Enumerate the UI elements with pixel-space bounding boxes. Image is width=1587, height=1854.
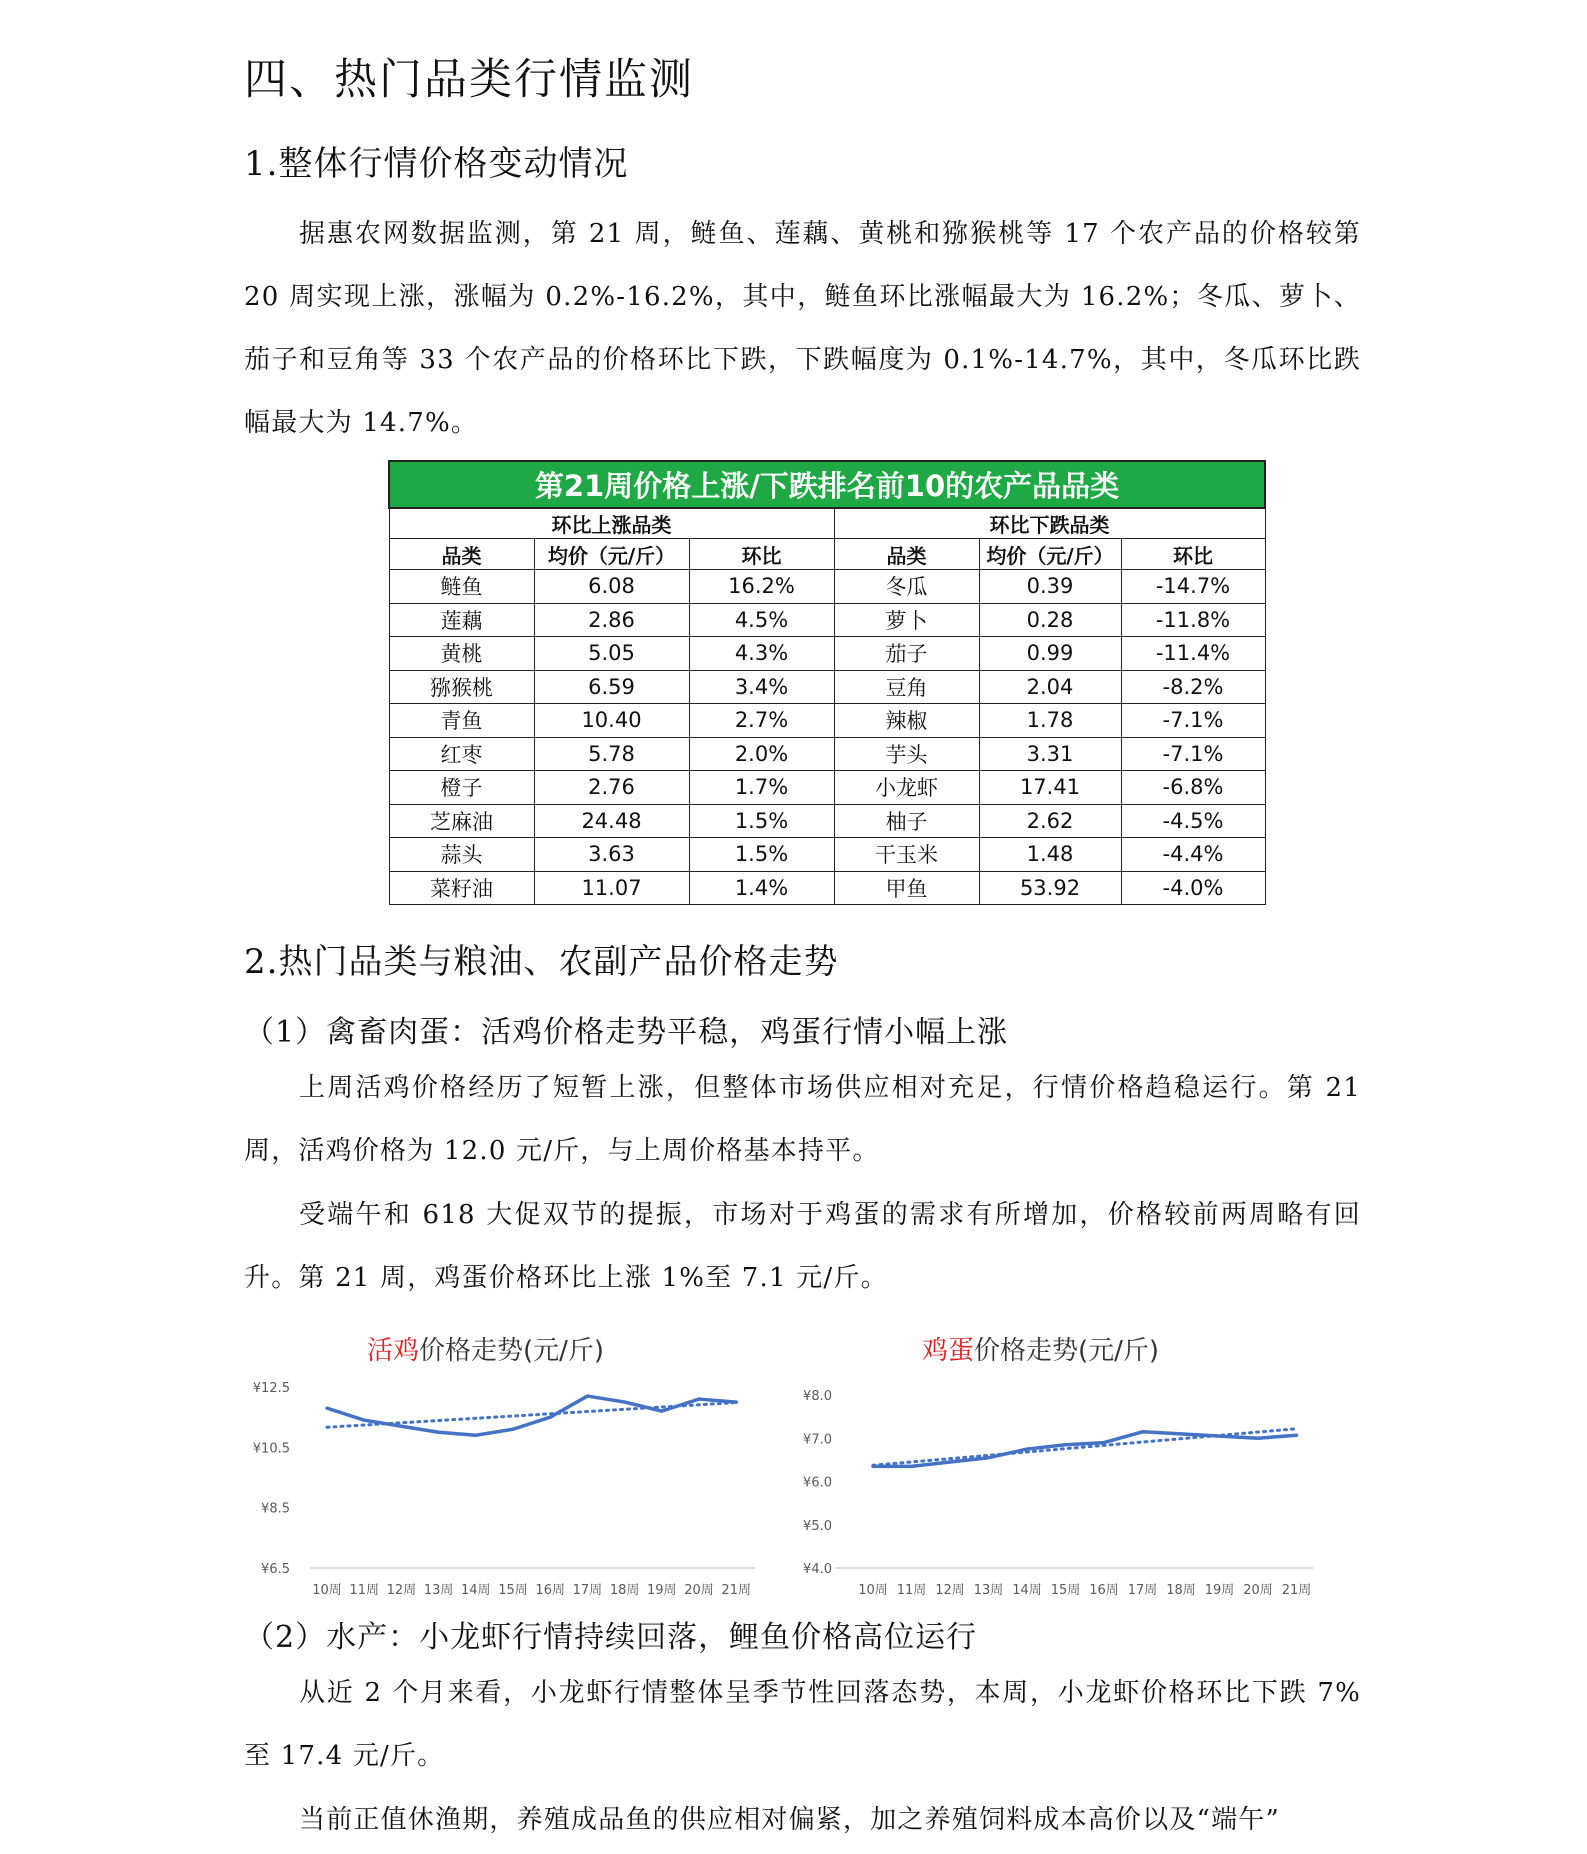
table-cell: 1.48 [979, 838, 1121, 872]
x-tick-label: 15周 [1050, 1583, 1081, 1598]
column-header: 均价（元/斤） [534, 539, 689, 570]
table-cell: 茄子 [834, 637, 979, 671]
table-cell: 青鱼 [389, 704, 534, 738]
table-cell: 芋头 [834, 737, 979, 771]
y-tick-label: ¥5.0 [803, 1518, 832, 1534]
table-cell: 2.86 [534, 603, 689, 637]
paragraph-crayfish: 从近 2 个月来看，小龙虾行情整体呈季节性回落态势，本周，小龙虾价格环比下跌 7%至 17.4 元/斤。 [244, 1678, 1361, 1771]
subsection-title-price-change: 1.整体行情价格变动情况 [244, 144, 629, 184]
y-tick-label: ¥7.0 [803, 1432, 832, 1448]
table-cell: 4.5% [689, 603, 834, 637]
table-row [389, 804, 1265, 838]
table-cell: 0.99 [979, 637, 1121, 671]
chart-title-highlight: 活鸡 [367, 1336, 420, 1366]
table-cell: 0.28 [979, 603, 1121, 637]
table-cell: 5.05 [534, 637, 689, 671]
table-cell: 干玉米 [834, 838, 979, 872]
paragraph-live-chicken: 上周活鸡价格经历了短暂上涨，但整体市场供应相对充足，行情价格趋稳运行。第 21 周，活鸡价格为 12.0 元/斤，与上周价格基本持平。 [244, 1073, 1361, 1166]
chart-title-rest: 价格走势(元/斤) [419, 1336, 605, 1366]
y-tick-label: ¥4.0 [803, 1562, 832, 1577]
x-tick-label: 17周 [1127, 1583, 1158, 1598]
table-row [389, 570, 1265, 604]
table-cell: -7.1% [1121, 737, 1265, 771]
chart-title-eggs [922, 1330, 1159, 1367]
x-tick-label: 17周 [572, 1583, 603, 1598]
y-tick-label: ¥10.5 [252, 1441, 290, 1457]
chart-title-highlight: 鸡蛋 [922, 1336, 975, 1366]
table-title: 第21周价格上涨/下跌排名前10的农产品品类 [389, 461, 1265, 508]
table-cell: 1.78 [979, 704, 1121, 738]
chart-title-live-chicken [367, 1330, 604, 1367]
table-cell: 16.2% [689, 570, 834, 604]
column-header: 品类 [834, 539, 979, 570]
table-cell: 鲢鱼 [389, 570, 534, 604]
table-cell: 10.40 [534, 704, 689, 738]
live-chicken-price-chart [240, 1370, 770, 1610]
table-cell: 1.7% [689, 771, 834, 805]
table-cell: 4.3% [689, 637, 834, 671]
x-tick-label: 13周 [423, 1583, 454, 1598]
column-header: 品类 [389, 539, 534, 570]
x-tick-label: 11周 [349, 1583, 379, 1598]
column-header: 环比 [1121, 539, 1265, 570]
table-cell: 猕猴桃 [389, 670, 534, 704]
table-cell: 2.04 [979, 670, 1121, 704]
table-cell: -11.8% [1121, 603, 1265, 637]
table-cell: 3.31 [979, 737, 1121, 771]
y-tick-label: ¥8.5 [261, 1501, 290, 1517]
column-header: 环比 [689, 539, 834, 570]
table-cell: 1.4% [689, 871, 834, 905]
table-cell: 黄桃 [389, 637, 534, 671]
table-cell: 莲藕 [389, 603, 534, 637]
table-cell: 3.63 [534, 838, 689, 872]
table-cell: 53.92 [979, 871, 1121, 905]
y-tick-label: ¥6.5 [261, 1562, 290, 1577]
table-cell: 2.76 [534, 771, 689, 805]
x-tick-label: 20周 [1243, 1583, 1273, 1598]
table-cell: 2.7% [689, 704, 834, 738]
table-row [389, 838, 1265, 872]
x-tick-label: 21周 [1281, 1583, 1312, 1598]
subsection-title-trends: 2.热门品类与粮油、农副产品价格走势 [244, 942, 839, 982]
table-row [389, 603, 1265, 637]
chart-title-rest: 价格走势(元/斤) [974, 1336, 1160, 1366]
x-tick-label: 20周 [684, 1583, 714, 1598]
table-row [389, 704, 1265, 738]
x-tick-label: 16周 [1089, 1583, 1119, 1598]
table-cell: 小龙虾 [834, 771, 979, 805]
table-cell: 辣椒 [834, 704, 979, 738]
table-cell: 5.78 [534, 737, 689, 771]
x-tick-label: 10周 [312, 1583, 342, 1598]
x-tick-label: 13周 [973, 1583, 1004, 1598]
x-tick-label: 10周 [858, 1583, 888, 1598]
paragraph-eggs: 受端午和 618 大促双节的提振，市场对于鸡蛋的需求有所增加，价格较前两周略有回升。第 21 周，鸡蛋价格环比上涨 1%至 7.1 元/斤。 [244, 1200, 1361, 1293]
y-tick-label: ¥12.5 [252, 1381, 290, 1396]
table-cell: -4.0% [1121, 871, 1265, 905]
table-cell: 6.08 [534, 570, 689, 604]
table-cell: -7.1% [1121, 704, 1265, 738]
table-cell: 红枣 [389, 737, 534, 771]
table-row [389, 737, 1265, 771]
table-cell: 1.5% [689, 838, 834, 872]
x-tick-label: 18周 [609, 1583, 640, 1598]
table-row [389, 871, 1265, 905]
table-row [389, 670, 1265, 704]
x-tick-label: 11周 [896, 1583, 927, 1598]
fall-group-header: 环比下跌品类 [834, 508, 1265, 539]
x-tick-label: 14周 [1012, 1583, 1042, 1598]
table-cell: -4.5% [1121, 804, 1265, 838]
table-cell: 蒜头 [389, 838, 534, 872]
table-row [389, 637, 1265, 671]
table-cell: 3.4% [689, 670, 834, 704]
table-cell: 柚子 [834, 804, 979, 838]
egg-price-chart [795, 1370, 1335, 1610]
paragraph-price-summary: 据惠农网数据监测，第 21 周，鲢鱼、莲藕、黄桃和猕猴桃等 17 个农产品的价格较第 20 周实现上涨，涨幅为 0.2%-16.2%，其中，鲢鱼环比涨幅最大为 16.2%；冬瓜、萝卜、茄子和豆角等 33 个农产品的价格环比下跌，下跌幅度为 0.1%-14.7%，其中，冬瓜环比跌幅最大为 14.7%。 [244, 219, 1361, 438]
table-cell: -4.4% [1121, 838, 1265, 872]
x-tick-label: 12周 [935, 1583, 965, 1598]
x-tick-label: 18周 [1166, 1583, 1196, 1598]
y-tick-label: ¥8.0 [803, 1389, 832, 1404]
table-cell: 橙子 [389, 771, 534, 805]
table-cell: 2.62 [979, 804, 1121, 838]
table-cell: 萝卜 [834, 603, 979, 637]
x-tick-label: 16周 [535, 1583, 565, 1598]
table-cell: 豆角 [834, 670, 979, 704]
table-cell: 1.5% [689, 804, 834, 838]
table-cell: 冬瓜 [834, 570, 979, 604]
table-cell: 11.07 [534, 871, 689, 905]
table-cell: 0.39 [979, 570, 1121, 604]
x-tick-label: 14周 [461, 1583, 491, 1598]
subsection-title-aquatic: （2）水产：小龙虾行情持续回落，鲤鱼价格高位运行 [244, 1620, 978, 1655]
table-header-row [389, 539, 1265, 570]
y-tick-label: ¥6.0 [803, 1475, 832, 1491]
subsection-title-poultry: （1）禽畜肉蛋：活鸡价格走势平稳，鸡蛋行情小幅上涨 [244, 1015, 1009, 1050]
price-ranking-table [388, 460, 1266, 905]
trendline [873, 1429, 1297, 1466]
table-cell: -8.2% [1121, 670, 1265, 704]
table-cell: 6.59 [534, 670, 689, 704]
table-cell: -6.8% [1121, 771, 1265, 805]
x-tick-label: 21周 [721, 1583, 751, 1598]
x-tick-label: 15周 [498, 1583, 528, 1598]
table-cell: 芝麻油 [389, 804, 534, 838]
column-header: 均价（元/斤） [979, 539, 1121, 570]
table-cell: -14.7% [1121, 570, 1265, 604]
x-tick-label: 19周 [1204, 1583, 1235, 1598]
table-cell: 24.48 [534, 804, 689, 838]
x-tick-label: 12周 [386, 1583, 417, 1598]
x-tick-label: 19周 [647, 1583, 677, 1598]
table-cell: 菜籽油 [389, 871, 534, 905]
table-row [389, 771, 1265, 805]
table-cell: -11.4% [1121, 637, 1265, 671]
section-title: 四、热门品类行情监测 [244, 55, 694, 105]
rise-group-header: 环比上涨品类 [389, 508, 834, 539]
table-cell: 17.41 [979, 771, 1121, 805]
table-cell: 甲鱼 [834, 871, 979, 905]
table-cell: 2.0% [689, 737, 834, 771]
paragraph-fish-supply: 当前正值休渔期，养殖成品鱼的供应相对偏紧，加之养殖饲料成本高价以及“端午” [299, 1805, 1280, 1835]
